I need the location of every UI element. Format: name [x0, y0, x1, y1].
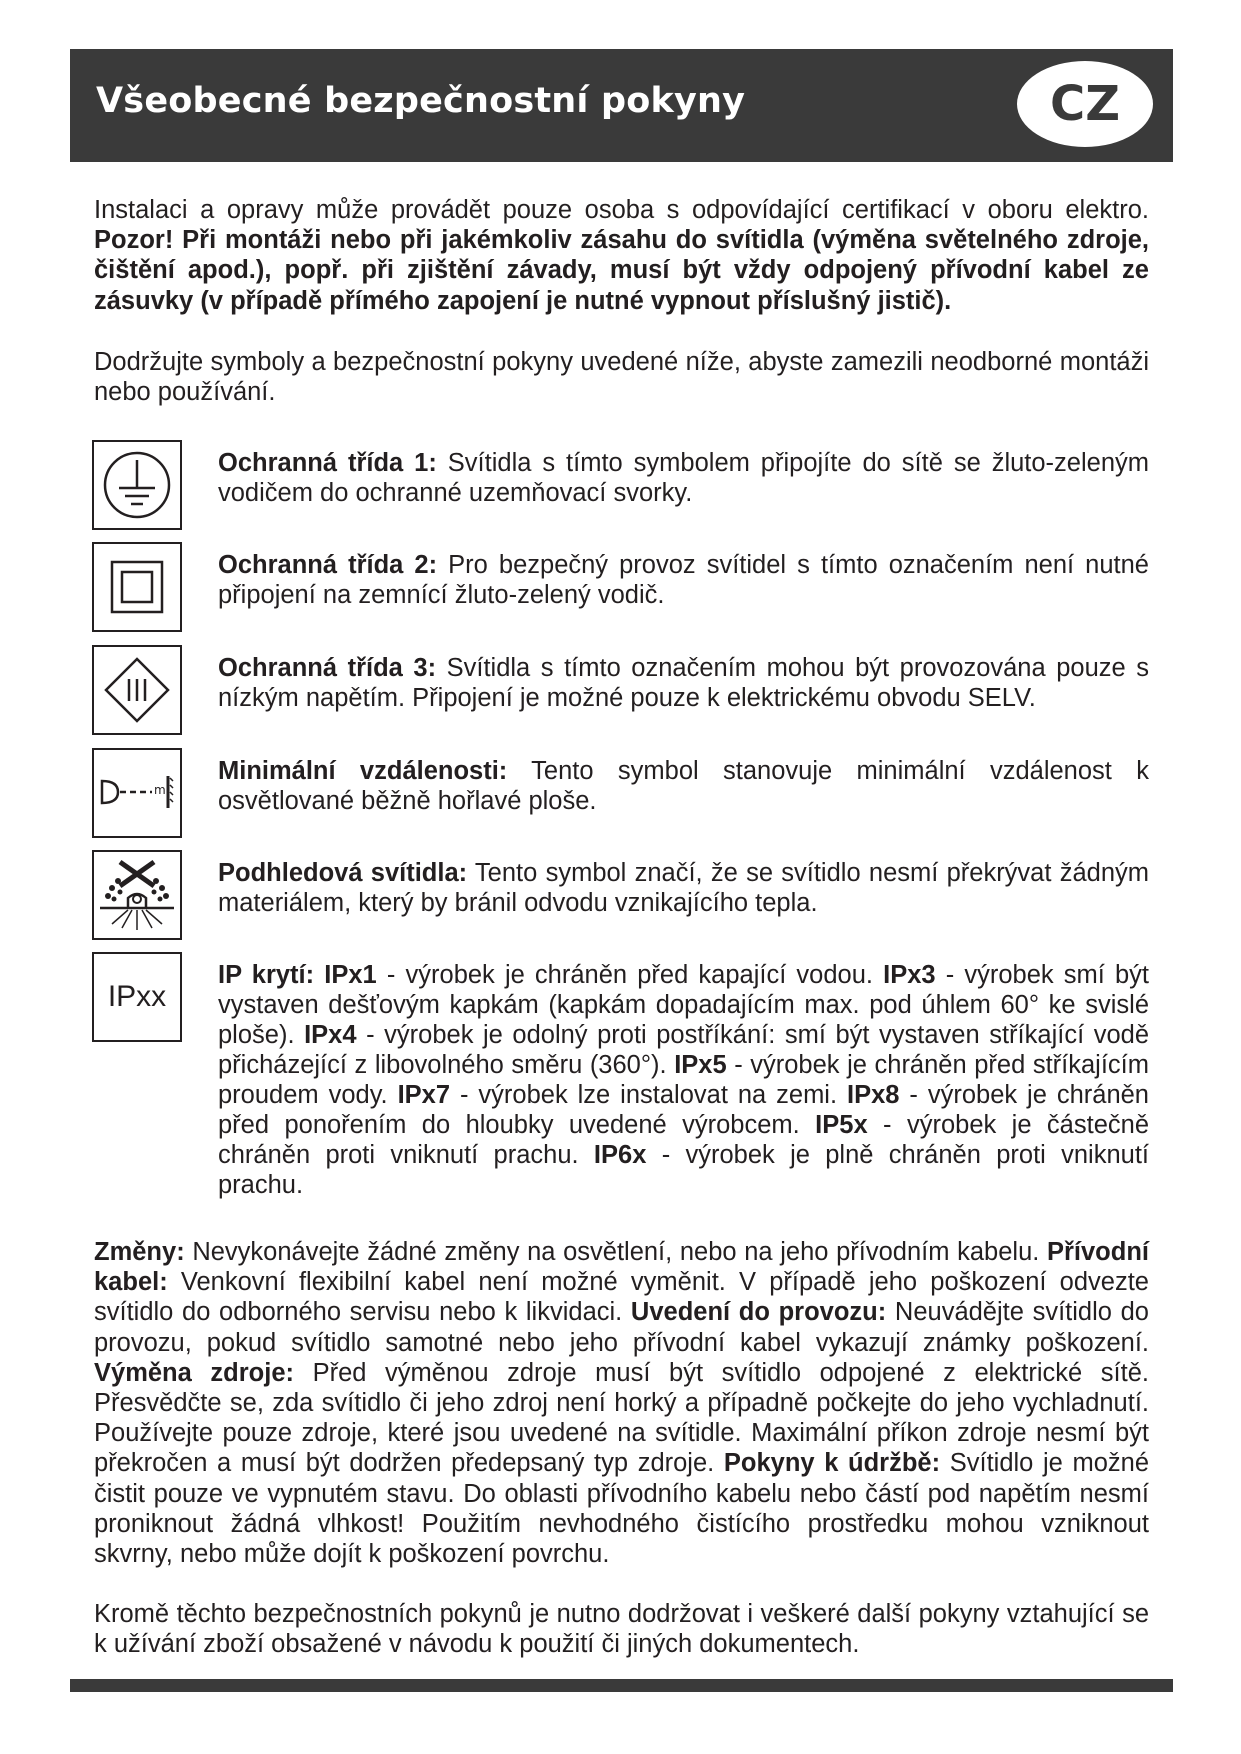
symbol-text: Tento symbol stanovuje minimální vzdálenost k osvětlované běžně hořlavé ploše.	[218, 757, 1149, 815]
instruction-text: Svítidlo je možné čistit pouze ve vypnutém stavu. Do oblasti přívodního kabelu nebo částí pod napětím nesmí proniknout žádná vlhkost! Použitím nevhodného čistícího prostředku mohou vzniknout skvrny, nebo může dojít k poškození povrchu.	[94, 1449, 1150, 1569]
symbol-text: Svítidla s tímto symbolem připojíte do sítě se žluto-zeleným vodičem do ochranné uzemňovací svorky.	[218, 449, 1149, 507]
symbols-notice: Dodržujte symboly a bezpečnostní pokyny uvedené níže, abyste zamezili neodborné montáži nebo používání.	[94, 348, 1149, 407]
ip-code: IPx4	[304, 1021, 357, 1049]
ip-code: IP5x	[815, 1111, 868, 1139]
symbol-description	[218, 550, 1149, 610]
symbol-text: Svítidla s tímto označením mohou být provozována pouze s nízkým napětím. Připojení je možné pouze k elektrickému obvodu SELV.	[218, 654, 1149, 712]
ip-desc: - výrobek je chráněn před stříkajícím proudem vody.	[218, 1051, 1149, 1109]
symbol-description	[218, 858, 1149, 918]
symbol-description	[218, 653, 1149, 713]
general-instructions	[94, 1237, 1149, 1569]
ip-code: IPx7	[397, 1081, 451, 1109]
ip-desc: - výrobek je odolný proti postříkání: smí být vystaven stříkající vodě přicházející z libovolného směru (360°).	[218, 1021, 1150, 1079]
ip-desc: - výrobek je plně chráněn proti vniknutí prachu.	[218, 1141, 1149, 1199]
instruction-heading: Pokyny k údržbě:	[723, 1449, 941, 1478]
final-notice: Kromě těchto bezpečnostních pokynů je nutno dodržovat i veškeré další pokyny vztahující se k užívání zboží obsažené v návodu k použití či jiných dokumentech.	[94, 1600, 1149, 1659]
svg-text:m: m	[154, 783, 166, 797]
page-header	[70, 49, 1173, 162]
ip-desc: - výrobek je chráněn před kapající vodou.	[376, 961, 884, 989]
symbol-description	[218, 756, 1149, 816]
symbol-label: Ochranná třída 3:	[218, 654, 437, 682]
instruction-text: Neuvádějte svítidlo do provozu, pokud svítidlo samotné nebo jeho přívodní kabel vykazují známky poškození.	[94, 1298, 1149, 1357]
ip-code: IPx1	[314, 961, 377, 989]
ip-code: IPx5	[674, 1051, 727, 1079]
ip-code: IPx3	[883, 961, 936, 989]
intro-warning: Pozor! Při montáži nebo při jakémkoliv zásahu do svítidla (výměna světelného zdroje, čištění apod.), popř. při zjištění závady, musí být vždy odpojený přívodní kabel ze zásuvky (v případě přímého zapojení je nutné vypnout příslušný jistič).	[94, 226, 1149, 315]
minimum-distance-icon	[92, 748, 182, 838]
protection-class-1-icon	[92, 440, 182, 530]
ip-code: IP6x	[593, 1141, 647, 1169]
ip-rating-icon-text: IPxx	[107, 980, 167, 1013]
intro-text: Instalaci a opravy může provádět pouze osoba s odpovídající certifikací v oboru elektro.	[94, 196, 1149, 224]
instruction-heading: Uvedení do provozu:	[630, 1298, 887, 1327]
symbol-text: Tento symbol značí, že se svítidlo nesmí překrývat žádným materiálem, který by bránil odvodu vznikajícího tepla.	[218, 859, 1149, 917]
symbol-label: Podhledová svítidla:	[218, 859, 468, 887]
symbol-label: IP krytí:	[218, 961, 315, 989]
symbol-label: Ochranná třída 2:	[218, 551, 438, 579]
ip-desc: - výrobek je částečně chráněn proti vniknutí prachu.	[218, 1111, 1149, 1169]
symbol-text: Pro bezpečný provoz svítidel s tímto označením není nutné připojení na zemnící žluto-zelený vodič.	[218, 551, 1149, 609]
recessed-luminaire-icon	[92, 850, 182, 940]
language-badge: CZ	[1017, 61, 1153, 147]
ip-desc: - výrobek smí být vystaven dešťovým kapkám (kapkám dopadajícím max. pod úhlem 60° ke svislé ploše).	[218, 961, 1150, 1049]
instruction-heading: Výměna zdroje:	[94, 1358, 294, 1387]
ip-desc: - výrobek lze instalovat na zemi.	[450, 1081, 847, 1109]
footer-bar	[70, 1679, 1173, 1692]
ip-desc: - výrobek je chráněn před ponořením do hloubky uvedené výrobcem.	[218, 1081, 1149, 1139]
instruction-heading: Změny:	[94, 1238, 185, 1266]
protection-class-2-icon	[92, 542, 182, 632]
ip-code: IPx8	[847, 1081, 900, 1109]
symbol-description	[218, 960, 1149, 1200]
ip-rating-icon	[92, 952, 182, 1042]
page-title: Všeobecné bezpečnostní pokyny	[96, 81, 746, 121]
symbol-label: Ochranná třída 1:	[218, 449, 437, 477]
symbol-description	[218, 448, 1149, 508]
protection-class-3-icon	[92, 645, 182, 735]
instruction-heading: Přívodní kabel:	[94, 1238, 1149, 1297]
instruction-text: Venkovní flexibilní kabel není možné vyměnit. V případě jeho poškození odvezte svítidlo do odborného servisu nebo k likvidaci.	[94, 1268, 1149, 1327]
instruction-text: Nevykonávejte žádné změny na osvětlení, nebo na jeho přívodním kabelu.	[184, 1238, 1047, 1266]
intro-paragraph	[94, 195, 1149, 316]
symbol-label: Minimální vzdálenosti:	[218, 757, 508, 785]
instruction-text: Před výměnou zdroje musí být svítidlo odpojené z elektrické sítě. Přesvědčte se, zda svítidlo či jeho zdroj není horký a případně počkejte do jeho vychladnutí. Používejte pouze zdroje, které jsou uvedené na svítidle. Maximální příkon zdroje nesmí být překročen a musí být dodržen předepsaný typ zdroje.	[94, 1358, 1149, 1478]
